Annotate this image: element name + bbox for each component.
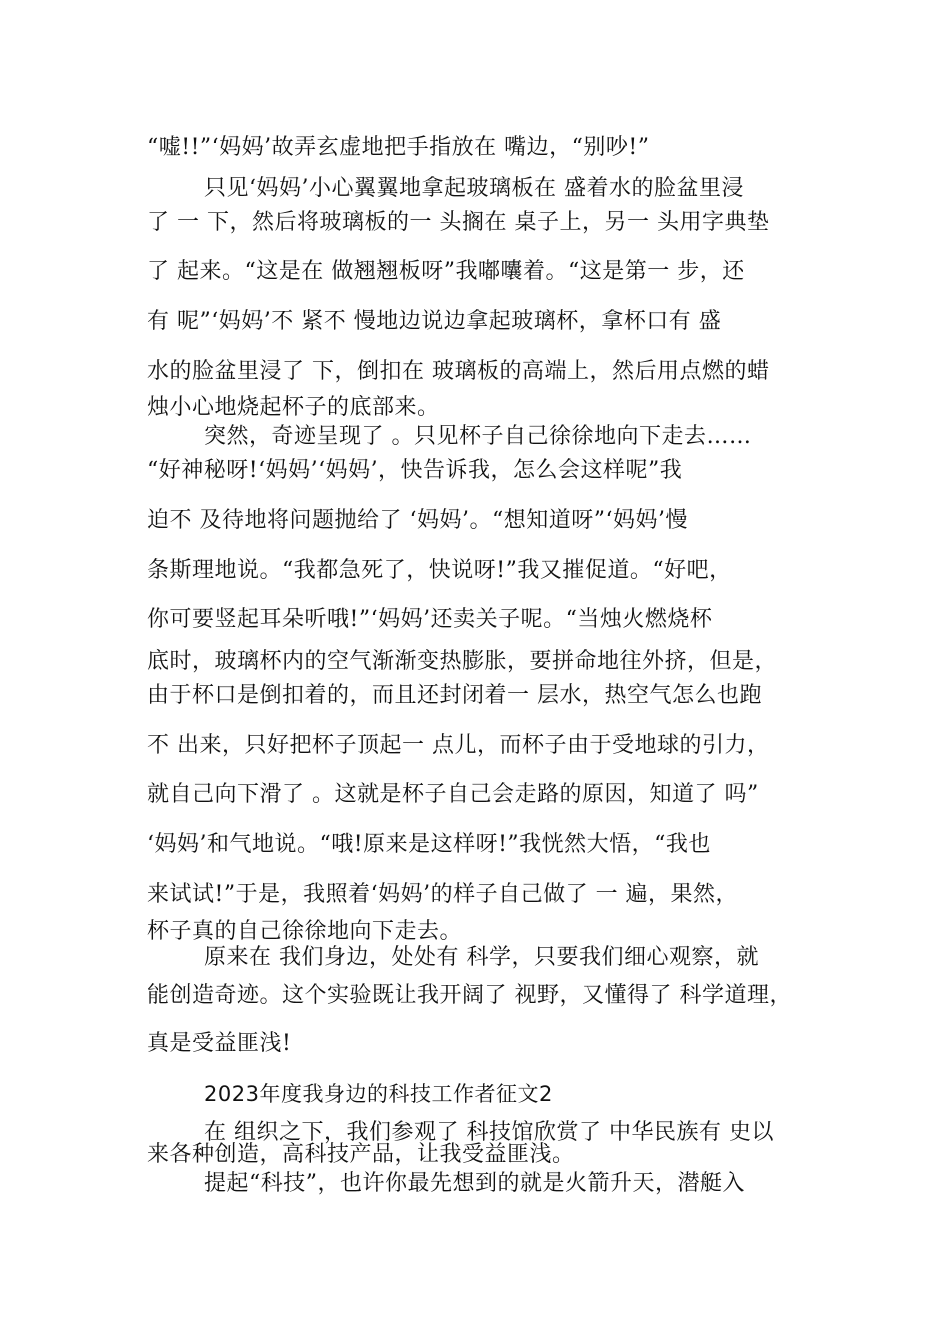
text-line: 烛小心地烧起杯子的底部来。 bbox=[147, 395, 440, 420]
text-line: 你可要竖起耳朵听哦!”‘妈妈’还卖关子呢。“当烛火燃烧杯 bbox=[147, 607, 713, 632]
text-line: 不 出来，只好把杯子顶起一 点儿，而杯子由于受地球的引力， bbox=[147, 733, 770, 758]
paragraph-start-line: 在 组织之下，我们参观了 科技馆欣赏了 中华民族有 史以 bbox=[204, 1120, 774, 1145]
text-line: “嘘!!”‘妈妈’故弄玄虚地把手指放在 嘴边，“别吵!” bbox=[147, 135, 650, 160]
text-line: ‘妈妈’和气地说。“哦!原来是这样呀!”我恍然大悟，“我也 bbox=[147, 832, 711, 857]
text-line: 条斯理地说。“我都急死了，快说呀!”我又摧促道。“好吧， bbox=[147, 558, 732, 583]
paragraph-start-line: 原来在 我们身边，处处有 科学，只要我们细心观察，就 bbox=[204, 945, 759, 970]
text-line: 有 呢”‘妈妈’不 紧不 慢地边说边拿起玻璃杯，拿杯口有 盛 bbox=[147, 309, 722, 334]
text-line: 由于杯口是倒扣着的，而且还封闭着一 层水，热空气怎么也跑 bbox=[147, 683, 762, 708]
text-line: “好神秘呀!‘妈妈’‘妈妈’，快告诉我，怎么会这样呢”我 bbox=[147, 458, 683, 483]
text-line: 了 起来。“这是在 做翘翘板呀”我嘟囔着。“这是第一 步，还 bbox=[147, 259, 745, 284]
text-line: 杯子真的自己徐徐地向下走去。 bbox=[147, 919, 463, 944]
text-line: 底时，玻璃杯内的空气渐渐变热膨胀，要拼命地往外挤，但是， bbox=[147, 649, 778, 674]
paragraph-start-line: 提起“科技”，也许你最先想到的就是火箭升天，潜艇入 bbox=[204, 1171, 745, 1196]
text-line: 就自己向下滑了 。这就是杯子自己会走路的原因，知道了 吗” bbox=[147, 782, 759, 807]
text-line: 了 一 下，然后将玻璃板的一 头搁在 桌子上，另一 头用字典垫 bbox=[147, 210, 770, 235]
text-line: 能创造奇迹。这个实验既让我开阔了 视野，又懂得了 科学道理， bbox=[147, 983, 792, 1008]
text-line: 迫不 及待地将问题抛给了 ‘妈妈’。“想知道呀”‘妈妈’慢 bbox=[147, 508, 688, 533]
text-line: 来试试!”于是，我照着‘妈妈’的样子自己做了 一 遍，果然， bbox=[147, 882, 739, 907]
section-heading: 2023年度我身边的科技工作者征文2 bbox=[204, 1082, 553, 1106]
text-line: 真是受益匪浅! bbox=[147, 1031, 292, 1056]
paragraph-start-line: 只见‘妈妈’小心翼翼地拿起玻璃板在 盛着水的脸盆里浸 bbox=[204, 176, 744, 201]
paragraph-start-line: 突然，奇迹呈现了 。只见杯子自己徐徐地向下走去…… bbox=[204, 424, 752, 449]
text-line: 水的脸盆里浸了 下，倒扣在 玻璃板的高端上，然后用点燃的蜡 bbox=[147, 359, 770, 384]
text-line: 来各种创造，高科技产品，让我受益匪浅。 bbox=[147, 1142, 575, 1167]
